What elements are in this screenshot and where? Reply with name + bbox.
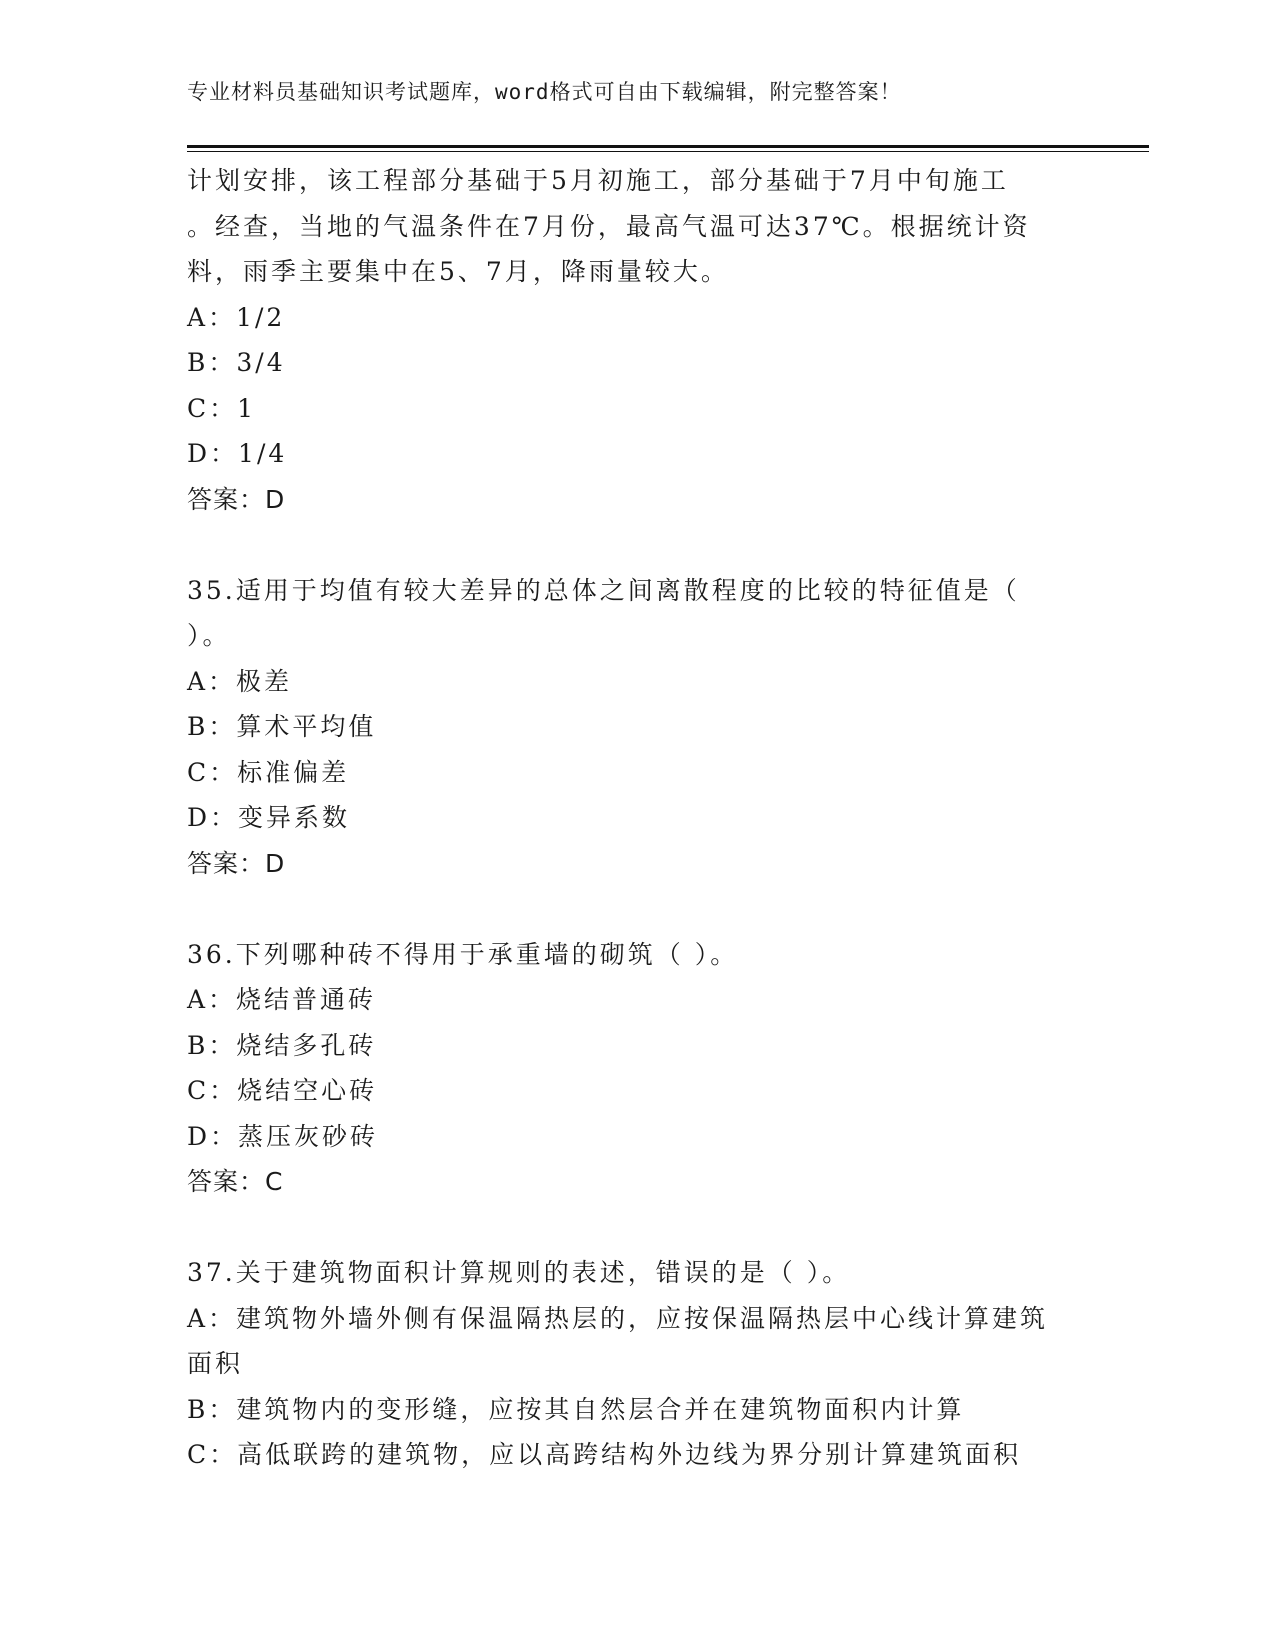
option-d: D：1/4 [187,439,288,468]
question-stem-line: 36.下列哪种砖不得用于承重墙的砌筑（ ）。 [187,939,739,969]
option-c: C：高低联跨的建筑物，应以高跨结构外边线为界分别计算建筑面积 [187,1440,1022,1469]
question-stem-line: 料，雨季主要集中在5、7月，降雨量较大。 [187,257,729,286]
question-stem-line: 。经查，当地的气温条件在7月份，最高气温可达37℃。根据统计资 [187,211,1031,241]
option-b: B：烧结多孔砖 [187,1030,377,1060]
question-stem-line: 35.适用于均值有较大差异的总体之间离散程度的比较的特征值是（ [187,575,1020,605]
option-a: A：建筑物外墙外侧有保温隔热层的，应按保温隔热层中心线计算建筑 [187,1303,1049,1333]
page-header: 专业材料员基础知识考试题库，word格式可自由下载编辑，附完整答案！ [187,80,902,104]
option-b: B：算术平均值 [187,712,377,741]
option-c: C：烧结空心砖 [187,1076,378,1105]
option-a: A：1/2 [187,302,286,332]
option-a: A：烧结普通砖 [187,985,377,1014]
option-a: A：极差 [187,666,293,696]
question-stem-line: 37.关于建筑物面积计算规则的表述，错误的是（ ）。 [187,1258,851,1287]
option-a-continued: 面积 [187,1349,244,1378]
option-d: D：变异系数 [187,803,351,832]
spacer [187,1205,1087,1251]
question-35 [187,568,1087,887]
question-stem-line: 计划安排，该工程部分基础于5月初施工，部分基础于7月中旬施工 [187,166,1009,195]
header-divider [187,145,1149,152]
option-b: B：建筑物内的变形缝，应按其自然层合并在建筑物面积内计算 [187,1394,965,1424]
answer-label: 答案：D [187,848,286,878]
question-34 [187,158,1087,522]
spacer [187,522,1087,568]
option-c: C：标准偏差 [187,757,350,787]
question-stem-line: ）。 [187,621,231,650]
question-36 [187,932,1087,1205]
option-d: D：蒸压灰砂砖 [187,1121,379,1151]
question-37 [187,1250,1087,1478]
spacer [187,886,1087,932]
answer-label: 答案：C [187,1167,284,1196]
option-c: C：1 [187,393,257,423]
document-body [187,158,1087,1478]
answer-label: 答案：D [187,484,286,514]
option-b: B：3/4 [187,348,286,377]
